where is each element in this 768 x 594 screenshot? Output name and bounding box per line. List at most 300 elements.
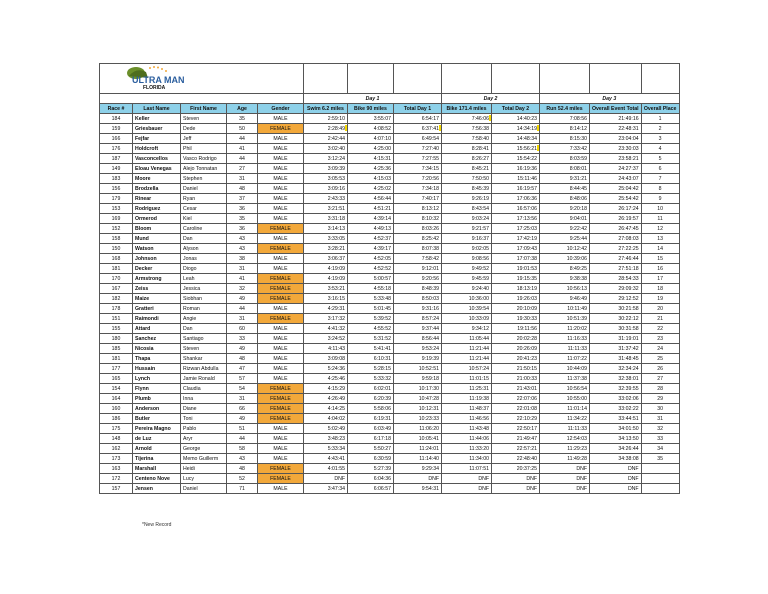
table-cell: 8:56:44: [394, 334, 442, 344]
table-cell: 8:15:30: [540, 134, 590, 144]
table-cell: 27:46:44: [590, 254, 642, 264]
table-cell: Sanchez: [133, 334, 181, 344]
table-cell: 34:38:08: [590, 454, 642, 464]
table-cell: 11:29:23: [540, 444, 590, 454]
table-cell: 31:37:42: [590, 344, 642, 354]
table-cell: 170: [100, 274, 133, 284]
table-cell: 149: [100, 164, 133, 174]
table-cell: 5:28:15: [348, 364, 394, 374]
table-cell: 8:08:01: [540, 164, 590, 174]
table-cell: 181: [100, 264, 133, 274]
table-cell: 7:20:56: [394, 174, 442, 184]
table-cell: 9:54:31: [394, 484, 442, 494]
table-cell: 19:30:33: [492, 314, 540, 324]
table-cell: 71: [227, 484, 258, 494]
table-cell: 24:43:07: [590, 174, 642, 184]
table-cell: Ormerod: [133, 214, 181, 224]
table-cell: MALE: [258, 334, 304, 344]
table-cell: 11:11:33: [540, 344, 590, 354]
table-cell: 12:54:03: [540, 434, 590, 444]
table-row: [100, 454, 680, 464]
table-cell: 10:39:06: [540, 254, 590, 264]
table-cell: Memo Guillerm: [181, 454, 227, 464]
table-cell: 4:52:52: [348, 264, 394, 274]
table-cell: Angie: [181, 314, 227, 324]
table-cell: FEMALE: [258, 464, 304, 474]
table-cell: 5:58:06: [348, 404, 394, 414]
table-row: [100, 244, 680, 254]
table-cell: 9:08:56: [442, 254, 492, 264]
table-cell: 5:27:39: [348, 464, 394, 474]
day-1-label: Day 1: [304, 94, 442, 104]
table-cell: 43: [227, 244, 258, 254]
table-cell: 159: [100, 124, 133, 134]
table-cell: 3:33:05: [304, 234, 348, 244]
table-cell: 49: [227, 294, 258, 304]
table-cell: 4: [641, 144, 679, 154]
table-cell: 30:31:58: [590, 324, 642, 334]
table-cell: [641, 474, 679, 484]
table-cell: 29: [641, 394, 679, 404]
table-cell: Alyson: [181, 244, 227, 254]
table-cell: 18: [641, 284, 679, 294]
table-cell: 49: [227, 414, 258, 424]
table-cell: 1: [641, 114, 679, 124]
table-cell: Tijerina: [133, 454, 181, 464]
table-cell: Raimondi: [133, 314, 181, 324]
table-cell: 8:49:25: [540, 264, 590, 274]
table-cell: Arnold: [133, 444, 181, 454]
table-cell: 17:07:38: [492, 254, 540, 264]
table-cell: Aryr: [181, 434, 227, 444]
table-cell: Flynn: [133, 384, 181, 394]
table-cell: 21:43:01: [492, 384, 540, 394]
column-header: Total Day 2: [492, 104, 540, 114]
table-cell: 177: [100, 364, 133, 374]
table-cell: 163: [100, 464, 133, 474]
table-cell: 29:12:52: [590, 294, 642, 304]
table-cell: 25:54:42: [590, 194, 642, 204]
table-cell: 31:19:01: [590, 334, 642, 344]
table-cell: 5:33:48: [348, 294, 394, 304]
table-row: [100, 474, 680, 484]
table-cell: Cesar: [181, 204, 227, 214]
table-cell: MALE: [258, 154, 304, 164]
table-cell: Steven: [181, 114, 227, 124]
table-cell: 5:02:49: [304, 424, 348, 434]
table-cell: Jonas: [181, 254, 227, 264]
column-header: Overall Place: [641, 104, 679, 114]
table-row: [100, 434, 680, 444]
table-cell: 4:51:21: [348, 204, 394, 214]
column-header: Gender: [258, 104, 304, 114]
table-cell: 22:10:29: [492, 414, 540, 424]
table-cell: 2:28:49: [304, 124, 348, 134]
table-cell: 11:33:20: [442, 444, 492, 454]
table-cell: 8:50:03: [394, 294, 442, 304]
table-cell: Caroline: [181, 224, 227, 234]
table-cell: 4:25:46: [304, 374, 348, 384]
table-cell: 57: [227, 374, 258, 384]
table-cell: 30:22:12: [590, 314, 642, 324]
table-cell: 27: [641, 374, 679, 384]
table-cell: 4:07:10: [348, 134, 394, 144]
table-row: [100, 184, 680, 194]
table-cell: Eloau Venegas: [133, 164, 181, 174]
table-cell: 31: [227, 394, 258, 404]
table-cell: 34:01:50: [590, 424, 642, 434]
logo-cell: [100, 64, 304, 94]
table-cell: 19:26:03: [492, 294, 540, 304]
table-cell: 10:12:42: [540, 244, 590, 254]
table-cell: 9:20:56: [394, 274, 442, 284]
table-cell: 4:08:52: [348, 124, 394, 134]
table-row: [100, 294, 680, 304]
table-cell: 179: [100, 194, 133, 204]
table-cell: 7:34:15: [394, 164, 442, 174]
table-cell: 9:34:12: [442, 324, 492, 334]
table-cell: 4:11:43: [304, 344, 348, 354]
table-cell: 23:30:03: [590, 144, 642, 154]
table-cell: 4:01:55: [304, 464, 348, 474]
table-cell: 11:07:51: [442, 464, 492, 474]
table-cell: DNF: [442, 474, 492, 484]
table-cell: 10:11:49: [540, 304, 590, 314]
table-cell: 22:50:17: [492, 424, 540, 434]
table-cell: DNF: [540, 484, 590, 494]
table-cell: 9:31:16: [394, 304, 442, 314]
table-cell: 17:42:19: [492, 234, 540, 244]
table-cell: Inna: [181, 394, 227, 404]
table-cell: 4:25:00: [348, 144, 394, 154]
table-cell: 19:11:56: [492, 324, 540, 334]
table-cell: 3:17:32: [304, 314, 348, 324]
table-cell: Kiel: [181, 214, 227, 224]
table-cell: 182: [100, 294, 133, 304]
table-cell: 35: [641, 454, 679, 464]
table-cell: 151: [100, 314, 133, 324]
table-cell: 9:25:44: [540, 234, 590, 244]
column-header: Bike 90 miles: [348, 104, 394, 114]
table-cell: 25: [641, 354, 679, 364]
table-cell: 11:20:02: [540, 324, 590, 334]
table-cell: MALE: [258, 174, 304, 184]
table-cell: Alejo Tonnatan: [181, 164, 227, 174]
table-cell: 8:48:39: [394, 284, 442, 294]
table-cell: MALE: [258, 234, 304, 244]
table-cell: 7:40:17: [394, 194, 442, 204]
day-3-label: Day 3: [540, 94, 680, 104]
table-cell: Claudia: [181, 384, 227, 394]
table-cell: 10:51:39: [540, 314, 590, 324]
table-cell: 3:55:07: [348, 114, 394, 124]
table-cell: 11:46:56: [442, 414, 492, 424]
table-cell: 3:31:18: [304, 214, 348, 224]
table-cell: 158: [100, 234, 133, 244]
table-cell: 10:05:41: [394, 434, 442, 444]
table-cell: 3:05:53: [304, 174, 348, 184]
table-cell: 11:07:22: [540, 354, 590, 364]
table-cell: 3: [641, 134, 679, 144]
ultraman-logo: [102, 64, 212, 90]
table-cell: 44: [227, 154, 258, 164]
table-cell: 16:19:36: [492, 164, 540, 174]
table-cell: DNF: [590, 464, 642, 474]
column-header: Age: [227, 104, 258, 114]
table-cell: 11:21:44: [442, 354, 492, 364]
table-row: [100, 204, 680, 214]
table-cell: 52: [227, 474, 258, 484]
table-cell: Dede: [181, 124, 227, 134]
table-cell: 9:53:24: [394, 344, 442, 354]
table-cell: 9:31:21: [540, 174, 590, 184]
table-cell: MALE: [258, 374, 304, 384]
table-cell: Armstrong: [133, 274, 181, 284]
table-cell: 3:14:13: [304, 224, 348, 234]
table-cell: 9:59:18: [394, 374, 442, 384]
table-cell: 16:57:06: [492, 204, 540, 214]
table-cell: MALE: [258, 254, 304, 264]
table-cell: 4:29:31: [304, 304, 348, 314]
table-cell: FEMALE: [258, 384, 304, 394]
table-row: [100, 274, 680, 284]
table-cell: 5:33:32: [348, 374, 394, 384]
table-cell: 3:47:34: [304, 484, 348, 494]
table-row: [100, 414, 680, 424]
table-cell: 9:21:57: [442, 224, 492, 234]
table-cell: 4:49:13: [348, 224, 394, 234]
results-table: [99, 63, 680, 494]
table-cell: 35: [227, 114, 258, 124]
table-cell: 3:48:23: [304, 434, 348, 444]
table-cell: MALE: [258, 204, 304, 214]
table-cell: 21:00:33: [492, 374, 540, 384]
table-cell: 41: [227, 274, 258, 284]
table-cell: MALE: [258, 424, 304, 434]
column-header: Swim 6.2 miles: [304, 104, 348, 114]
table-cell: Fejfar: [133, 134, 181, 144]
table-cell: 11:43:48: [442, 424, 492, 434]
table-cell: 4:52:37: [348, 234, 394, 244]
table-cell: Siobhan: [181, 294, 227, 304]
table-row: [100, 374, 680, 384]
table-cell: 24:27:37: [590, 164, 642, 174]
table-cell: 27: [227, 164, 258, 174]
table-cell: 9:24:40: [442, 284, 492, 294]
table-cell: 14:40:23: [492, 114, 540, 124]
table-cell: 48: [227, 354, 258, 364]
table-cell: 2: [641, 124, 679, 134]
table-cell: 23:58:21: [590, 154, 642, 164]
table-cell: DNF: [590, 474, 642, 484]
table-cell: 17:25:03: [492, 224, 540, 234]
table-cell: Maize: [133, 294, 181, 304]
table-cell: 180: [100, 334, 133, 344]
table-cell: 18:13:19: [492, 284, 540, 294]
table-cell: 184: [100, 114, 133, 124]
table-row: [100, 284, 680, 294]
table-cell: Gratteri: [133, 304, 181, 314]
table-cell: 8:48:06: [540, 194, 590, 204]
table-row: [100, 444, 680, 454]
table-cell: 33: [641, 434, 679, 444]
table-cell: 5:00:57: [348, 274, 394, 284]
table-cell: 8:28:41: [442, 144, 492, 154]
table-cell: DNF: [442, 484, 492, 494]
table-cell: 155: [100, 324, 133, 334]
table-cell: Heidi: [181, 464, 227, 474]
table-cell: Daniel: [181, 484, 227, 494]
table-cell: 23: [641, 334, 679, 344]
table-row: [100, 124, 680, 134]
table-cell: 15:54:22: [492, 154, 540, 164]
table-row: [100, 134, 680, 144]
table-cell: 10:56:13: [540, 284, 590, 294]
column-header: Bike 171.4 miles: [442, 104, 492, 114]
table-cell: 22:07:06: [492, 394, 540, 404]
table-cell: Jamie Ronald: [181, 374, 227, 384]
table-cell: Moore: [133, 174, 181, 184]
table-cell: 8:10:32: [394, 214, 442, 224]
table-cell: Daniel: [181, 184, 227, 194]
table-cell: 148: [100, 434, 133, 444]
table-cell: 28: [641, 384, 679, 394]
table-cell: 183: [100, 174, 133, 184]
table-cell: Lucy: [181, 474, 227, 484]
table-cell: 8:14:12: [540, 124, 590, 134]
table-cell: 32:39:55: [590, 384, 642, 394]
table-cell: 10:47:28: [394, 394, 442, 404]
table-cell: FEMALE: [258, 314, 304, 324]
table-cell: 6:10:31: [348, 354, 394, 364]
table-row: [100, 424, 680, 434]
table-row: [100, 174, 680, 184]
table-cell: 7: [641, 174, 679, 184]
table-row: [100, 254, 680, 264]
table-cell: 17: [641, 274, 679, 284]
table-cell: 11:06:20: [394, 424, 442, 434]
table-cell: 4:15:29: [304, 384, 348, 394]
table-cell: Diogo: [181, 264, 227, 274]
table-cell: 8:13:12: [394, 204, 442, 214]
table-cell: 11:14:40: [394, 454, 442, 464]
table-cell: FEMALE: [258, 294, 304, 304]
table-cell: 5:50:27: [348, 444, 394, 454]
table-cell: 4:19:09: [304, 274, 348, 284]
table-cell: 20:37:25: [492, 464, 540, 474]
table-cell: Jeff: [181, 134, 227, 144]
table-cell: Shankar: [181, 354, 227, 364]
table-cell: 9:38:38: [540, 274, 590, 284]
table-cell: Watson: [133, 244, 181, 254]
table-cell: Mund: [133, 234, 181, 244]
table-cell: 6:06:57: [348, 484, 394, 494]
table-cell: 2:59:10: [304, 114, 348, 124]
table-cell: DNF: [304, 474, 348, 484]
table-cell: 22:01:08: [492, 404, 540, 414]
table-row: [100, 344, 680, 354]
table-cell: 32:38:01: [590, 374, 642, 384]
table-cell: 9:45:59: [442, 274, 492, 284]
table-cell: 43: [227, 454, 258, 464]
table-cell: 20:02:28: [492, 334, 540, 344]
table-cell: MALE: [258, 184, 304, 194]
table-cell: 36: [227, 224, 258, 234]
column-header: Race #: [100, 104, 133, 114]
table-cell: 8:03:59: [540, 154, 590, 164]
table-cell: 8:45:21: [442, 164, 492, 174]
table-cell: 4:04:02: [304, 414, 348, 424]
table-cell: 172: [100, 474, 133, 484]
table-cell: 6: [641, 164, 679, 174]
table-row: [100, 384, 680, 394]
table-cell: 34: [641, 444, 679, 454]
table-cell: 3:12:24: [304, 154, 348, 164]
logo-text-top: ULTRA MAN: [132, 75, 185, 85]
column-header: Overall Event Total: [590, 104, 642, 114]
table-cell: DNF: [394, 474, 442, 484]
table-cell: 8:03:26: [394, 224, 442, 234]
table-cell: 17:13:56: [492, 214, 540, 224]
table-cell: FEMALE: [258, 414, 304, 424]
table-cell: 6:02:01: [348, 384, 394, 394]
table-cell: 66: [227, 404, 258, 414]
table-cell: 7:58:42: [394, 254, 442, 264]
table-cell: MALE: [258, 344, 304, 354]
table-cell: 15:11:46: [492, 174, 540, 184]
table-cell: MALE: [258, 434, 304, 444]
table-cell: 6:30:59: [348, 454, 394, 464]
table-cell: MALE: [258, 114, 304, 124]
table-row: [100, 404, 680, 414]
table-cell: 11:11:33: [540, 424, 590, 434]
table-cell: MALE: [258, 214, 304, 224]
table-cell: Marshall: [133, 464, 181, 474]
table-cell: 8: [641, 184, 679, 194]
table-cell: 160: [100, 404, 133, 414]
table-cell: 6:03:49: [348, 424, 394, 434]
table-cell: Dan: [181, 324, 227, 334]
table-cell: 6:54:17: [394, 114, 442, 124]
table-cell: 5:33:34: [304, 444, 348, 454]
table-cell: 27:51:18: [590, 264, 642, 274]
table-cell: 33:02:06: [590, 394, 642, 404]
table-cell: DNF: [492, 484, 540, 494]
table-cell: 5:24:36: [304, 364, 348, 374]
table-cell: Lynch: [133, 374, 181, 384]
table-cell: FEMALE: [258, 394, 304, 404]
table-cell: Holdcroft: [133, 144, 181, 154]
table-cell: 5:39:52: [348, 314, 394, 324]
table-cell: 8:25:42: [394, 234, 442, 244]
table-cell: 10:39:54: [442, 304, 492, 314]
table-cell: 10:17:30: [394, 384, 442, 394]
table-cell: 22:48:31: [590, 124, 642, 134]
table-cell: MALE: [258, 484, 304, 494]
table-cell: Dan: [181, 234, 227, 244]
table-row: [100, 264, 680, 274]
table-cell: 4:41:32: [304, 324, 348, 334]
table-cell: 150: [100, 244, 133, 254]
table-cell: 3:09:08: [304, 354, 348, 364]
table-cell: Thapa: [133, 354, 181, 364]
table-cell: 168: [100, 254, 133, 264]
table-cell: 14:34:19: [492, 124, 540, 134]
table-cell: 8:57:24: [394, 314, 442, 324]
table-cell: 3:09:16: [304, 184, 348, 194]
table-cell: MALE: [258, 194, 304, 204]
table-cell: 19: [641, 294, 679, 304]
